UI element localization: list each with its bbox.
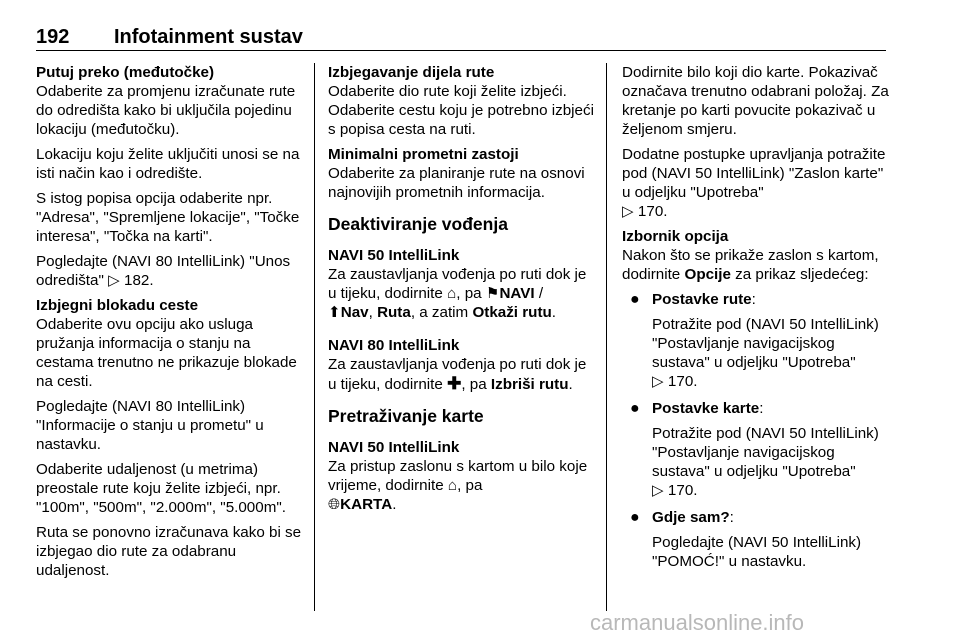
page-reference[interactable]: 170. <box>667 373 698 390</box>
reference-arrow-icon: ▷ <box>622 203 634 220</box>
paragraph: Lokaciju koju želite uključiti unosi se na isti način kao i odredište. <box>36 146 300 182</box>
item-label[interactable]: Postavke karte <box>652 400 760 417</box>
reference-arrow-icon: ▷ <box>652 482 664 499</box>
column-divider-2 <box>606 63 607 611</box>
page-number: 192 <box>36 26 70 48</box>
map-button-label[interactable]: KARTA <box>340 496 393 513</box>
paragraph: Odaberite dio rute koji želite izbjeći. Odaberite cestu koju je potrebno izbjeći s popisa cesta na ruti. <box>328 83 594 138</box>
paragraph: Ruta se ponovno izračunava kako bi se izbjegao dio rute za odabranu udaljenost. <box>36 524 302 579</box>
paragraph: Dodatne postupke upravljanja potražite pod (NAVI 50 IntelliLink) "Zaslon karte" u odjeljku "Upotreba" ▷ 170. <box>622 146 886 220</box>
paragraph: Za zaustavljanja vođenja po ruti dok je u tijeku, dodirnite ✚, pa Izbriši rutu. <box>328 356 587 393</box>
paragraph: Odaberite za planiranje rute na osnovi najnovijih prometnih informacija. <box>328 165 585 201</box>
home-icon: ⌂ <box>447 477 458 494</box>
bullet-icon: ● <box>630 400 640 417</box>
item-body: Pogledajte (NAVI 50 IntelliLink) "POMOĆ!" u nastavku. <box>652 534 862 570</box>
column-2 <box>328 63 596 520</box>
cancel-route-button-label[interactable]: Otkaži rutu <box>472 304 552 321</box>
paragraph: Pogledajte (NAVI 80 IntelliLink) "Informacije o stanju u prometu" u nastavku. <box>36 398 264 453</box>
paragraph: Dodirnite bilo koji dio karte. Pokazivač označava trenutno odabrani položaj. Za kretanje po karti povucite pokazivač u željenom smjeru. <box>622 64 889 138</box>
heading-map-browse: Pretraživanje karte <box>328 406 484 426</box>
paragraph: S istog popisa opcija odaberite npr. "Adresa", "Spremljene lokacije", "Točke interesa", "Točka na karti". <box>36 190 300 245</box>
subheading-avoid-roadblock: Izbjegni blokadu ceste <box>36 297 199 314</box>
delete-route-button-label[interactable]: Izbriši rutu <box>490 376 569 393</box>
bullet-icon: ● <box>630 291 640 308</box>
options-button-label[interactable]: Opcije <box>684 266 731 283</box>
heading-deactivate-guidance: Deaktiviranje vođenja <box>328 214 508 234</box>
list-item: ● Postavke rute: Potražite pod (NAVI 50 IntelliLink) "Postavljanje navigacijskog sustava" u odjeljku "Upotreba" ▷ 170. <box>622 290 892 391</box>
route-button-label[interactable]: Ruta <box>377 304 411 321</box>
page-reference[interactable]: 170. <box>667 482 698 499</box>
column-1 <box>36 63 304 586</box>
nav-button-label[interactable]: Nav <box>340 304 369 321</box>
page-reference[interactable]: 182. <box>124 272 154 289</box>
bullet-icon: ● <box>630 509 640 526</box>
label-navi50: NAVI 50 IntelliLink <box>328 439 460 456</box>
navigation-arrow-icon: ⬆ <box>328 304 341 321</box>
crosshair-icon: ✚ <box>447 374 462 393</box>
page-title: Infotainment sustav <box>114 26 303 48</box>
home-icon: ⌂ <box>447 285 457 302</box>
column-3 <box>622 63 892 579</box>
paragraph: Nakon što se prikaže zaslon s kartom, dodirnite Opcije za prikaz sljedećeg: <box>622 247 879 283</box>
reference-arrow-icon: ▷ <box>652 373 664 390</box>
item-body: Potražite pod (NAVI 50 IntelliLink) "Postavljanje navigacijskog sustava" u odjeljku "Upotreba" ▷ 170. <box>652 316 879 390</box>
item-label[interactable]: Postavke rute <box>652 291 752 308</box>
paragraph: Odaberite udaljenost (u metrima) preostale rute koju želite izbjeći, npr. "100m", "500m", "2.000m", "5.000m". <box>36 461 286 516</box>
list-item: ● Gdje sam?: Pogledajte (NAVI 50 IntelliLink) "POMOĆ!" u nastavku. <box>622 508 892 571</box>
paragraph: Odaberite ovu opciju ako usluga pružanja informacija o stanju na cestama trenutno ne prikazuje blokade na cesti. <box>36 316 297 390</box>
item-label[interactable]: Gdje sam? <box>652 509 730 526</box>
subheading-avoid-part: Izbjegavanje dijela rute <box>328 64 495 81</box>
paragraph: Odaberite za promjenu izračunate rute do odredišta kako bi uključila pojedinu lokaciju (međutočku). <box>36 83 296 138</box>
subheading-waypoint: Putuj preko (međutočke) <box>36 64 215 81</box>
column-divider-1 <box>314 63 315 611</box>
paragraph: Pogledajte (NAVI 80 IntelliLink) "Unos odredišta" ▷ 182. <box>36 253 291 289</box>
page-header <box>36 14 886 51</box>
flag-icon: ⚑ <box>485 285 500 302</box>
item-body: Potražite pod (NAVI 50 IntelliLink) "Postavljanje navigacijskog sustava" u odjeljku "Upotreba" ▷ 170. <box>652 425 879 499</box>
paragraph: Za pristup zaslonu s kartom u bilo koje vrijeme, dodirnite ⌂, pa 🌐︎KARTA. <box>328 458 588 513</box>
subheading-options-menu: Izbornik opcija <box>622 228 729 245</box>
navi-button-label[interactable]: NAVI <box>499 285 535 302</box>
list-item: ● Postavke karte: Potražite pod (NAVI 50 IntelliLink) "Postavljanje navigacijskog sustava" u odjeljku "Upotreba" ▷ 170. <box>622 399 892 500</box>
globe-icon: 🌐︎ <box>328 496 341 513</box>
options-list <box>622 290 892 571</box>
label-navi50: NAVI 50 IntelliLink <box>328 247 460 264</box>
label-navi80: NAVI 80 IntelliLink <box>328 337 460 354</box>
page-reference[interactable]: 170. <box>637 203 668 220</box>
reference-arrow-icon: ▷ <box>108 272 120 289</box>
watermark: carmanualsonline.info <box>590 610 805 635</box>
subheading-min-traffic: Minimalni prometni zastoji <box>328 146 519 163</box>
paragraph: Za zaustavljanja vođenja po ruti dok je u tijeku, dodirnite ⌂, pa ⚑NAVI / ⬆Nav, Ruta, a zatim Otkaži rutu. <box>328 266 587 321</box>
